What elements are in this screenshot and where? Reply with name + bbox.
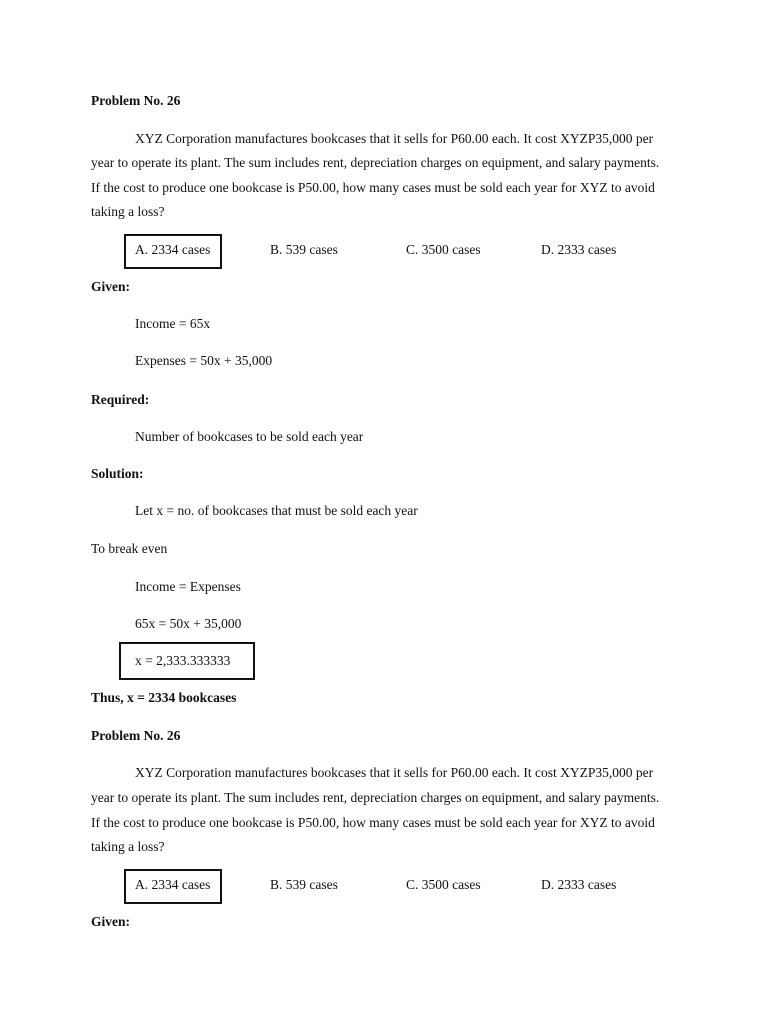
choice-d: D. 2333 cases xyxy=(541,242,617,257)
equation-1: Income = Expenses xyxy=(135,579,241,594)
choice-a: A. 2334 cases xyxy=(135,877,211,892)
choice-b: B. 539 cases xyxy=(270,877,338,892)
problem-text-line: XYZ Corporation manufactures bookcases that it sells for P60.00 each. It cost XYZP35,000 per xyxy=(135,765,654,780)
problem-heading: Problem No. 26 xyxy=(91,93,181,108)
given-heading: Given: xyxy=(91,279,130,294)
problem-text-line: year to operate its plant. The sum includes rent, depreciation charges on equipment, and salary payments. xyxy=(91,155,660,170)
problem-heading: Problem No. 26 xyxy=(91,728,181,743)
solution-heading: Solution: xyxy=(91,466,144,481)
break-even-text: To break even xyxy=(91,541,168,556)
choice-d: D. 2333 cases xyxy=(541,877,617,892)
given-income: Income = 65x xyxy=(135,316,211,331)
given-heading: Given: xyxy=(91,914,130,929)
problem-text-line: year to operate its plant. The sum includes rent, depreciation charges on equipment, and salary payments. xyxy=(91,790,660,805)
problem-text-line: taking a loss? xyxy=(91,204,165,219)
equation-3: x = 2,333.333333 xyxy=(135,653,231,668)
given-expenses: Expenses = 50x + 35,000 xyxy=(135,353,273,368)
problem-text-line: If the cost to produce one bookcase is P50.00, how many cases must be sold each year for XYZ to avoid xyxy=(91,180,655,195)
problem-text-line: XYZ Corporation manufactures bookcases that it sells for P60.00 each. It cost XYZP35,000 per xyxy=(135,131,654,146)
equation-2: 65x = 50x + 35,000 xyxy=(135,616,242,631)
let-statement: Let x = no. of bookcases that must be sold each year xyxy=(135,503,418,518)
choice-c: C. 3500 cases xyxy=(406,877,481,892)
required-heading: Required: xyxy=(91,392,150,407)
choice-b: B. 539 cases xyxy=(270,242,338,257)
problem-text-line: If the cost to produce one bookcase is P50.00, how many cases must be sold each year for XYZ to avoid xyxy=(91,815,655,830)
choice-c: C. 3500 cases xyxy=(406,242,481,257)
choice-a: A. 2334 cases xyxy=(135,242,211,257)
conclusion: Thus, x = 2334 bookcases xyxy=(91,690,237,705)
required-text: Number of bookcases to be sold each year xyxy=(135,429,364,444)
problem-text-line: taking a loss? xyxy=(91,839,165,854)
